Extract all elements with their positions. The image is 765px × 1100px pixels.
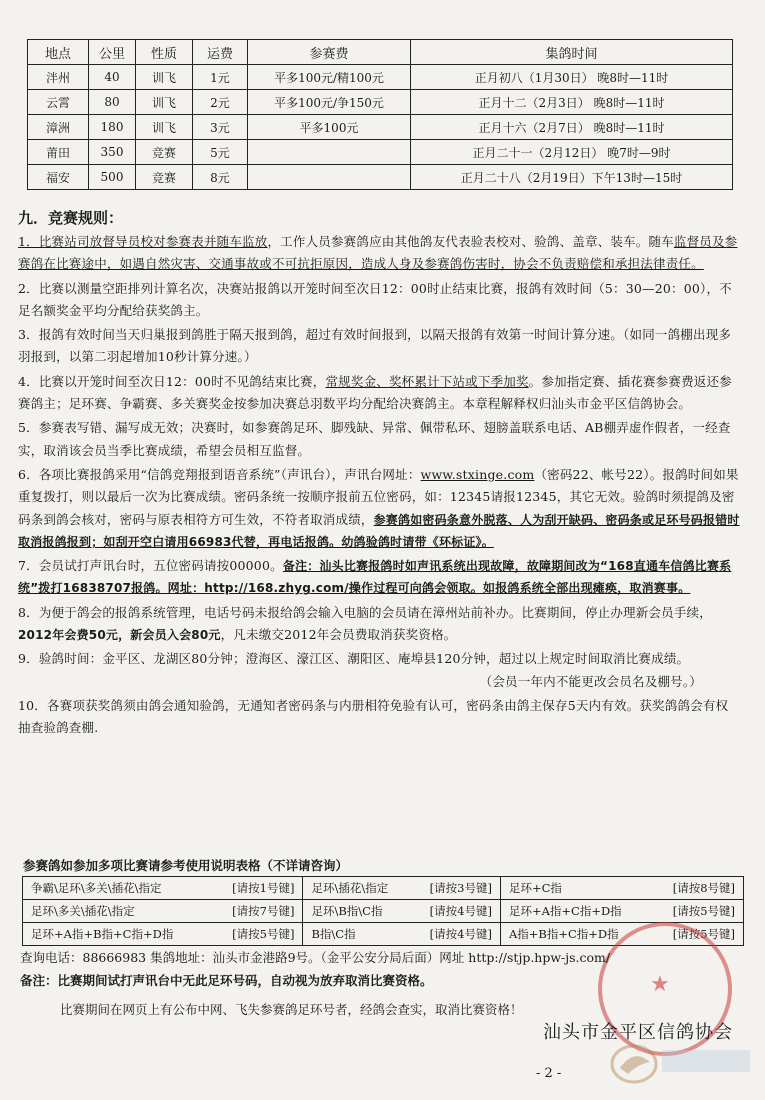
key-instruction: [请按8号键] [672,881,735,895]
key-cell [303,900,500,923]
key-label: 足环\B指\C指 [311,904,383,918]
note-label: 备注： [20,973,58,988]
rule-8-fee: 2012年会费50元，新会员入会80元 [18,628,221,643]
note-text: 比赛期间试打声讯台中无此足环号码，自动视为放弃取消比赛资格。 [57,973,433,988]
key-label: 足环+A指+C指+D指 [508,904,622,918]
cell-km: 40 [89,65,136,90]
contact-line: 查询电话：88666983 集鸽地址：汕头市金港路9号。（金平公安分局后面）网址 http://stjp.hpw-js.com/ [20,950,611,965]
cell-fee: 5元 [193,140,248,165]
rule-4 [18,371,740,416]
rule-8 [18,602,740,647]
cell-time: 正月二十一（2月12日） 晚7时—9时 [411,140,733,165]
cell-time: 正月十六（2月7日） 晚8时—11时 [411,115,733,140]
rule-5: 5．参赛表写错、漏写成无效；决赛时，如参赛鸽足环、脚残缺、异常、佩带私环、翅膀盖联系电话、AB棚弄虚作假者，一经查实，取消该会员当季比赛成绩，希望会员相互监督。 [18,420,731,458]
cell-place: 福安 [28,165,89,190]
rule-7-note: 备注：汕头比赛报鸽时如声讯系统出现故障，故障期间改为“168直通车信鸽比赛系统”拨打16838707报鸽。网址：http://168.zhyg.com/操作过程可向鸽会领取。如报鸽系统全部出现瘫痪，取消赛事。 [18,559,732,596]
table-row [28,115,733,140]
rule-6-url-link[interactable]: www.stxinge.com [420,466,535,482]
rule-1-disclaimer: 监督员及参赛鸽在比赛途中，如遇自然灾害、交通事故或不可抗拒原因，造成人身及参赛鸽伤害时，协会不负责赔偿和承担法律责任。 [18,234,738,272]
key-label: 足环\插花\指定 [311,881,389,895]
cell-type: 竞赛 [136,140,193,165]
table-row [23,877,744,900]
cell-entry: 平多100元 [248,115,411,140]
contact-section [20,946,750,992]
key-cell [303,877,500,900]
key-instruction: [请按3号键] [429,881,492,895]
cell-type: 竞赛 [136,165,193,190]
table-row [28,165,733,190]
cell-entry [248,165,411,190]
cell-type: 训飞 [136,65,193,90]
rule-6-text: 6．各项比赛报鸽采用“信鸽竞翔报到语音系统”（声讯台），声讯台网址： [18,466,421,482]
header-place: 地点 [28,40,89,65]
rule-7-text: 7．会员试打声讯台时，五位密码请按00000。 [18,558,283,574]
key-cell [500,900,743,923]
header-entry: 参赛费 [248,40,411,65]
page-number: - 2 - [536,1066,562,1081]
cell-place: 漳洲 [28,115,89,140]
cell-place: 莆田 [28,140,89,165]
contact-note [20,969,750,992]
key-label: 足环\多关\插花\指定 [31,904,135,918]
cell-time: 正月十二（2月3日） 晚8时—11时 [411,90,733,115]
rule-1-text: ，工作人员参赛鸽应由其他鸽友代表验表校对、验鸽、盖章、装车。随车 [267,234,674,249]
rule-4-rest: 。参加指定赛、插花赛参赛费返还参赛鸽主；足环赛、争霸赛、多关赛奖金按参加决赛总羽数平均分配给决赛鸽主。本章程解释权归汕头市金平区信鸽协会。 [18,373,732,412]
key-instruction: [请按5号键] [672,904,735,918]
key-cell [303,923,500,946]
header-type: 性质 [136,40,193,65]
organization-name: 汕头市金平区信鸽协会 [543,1022,733,1043]
rule-9 [18,648,740,693]
cell-km: 500 [89,165,136,190]
key-cell [500,877,743,900]
final-note: 比赛期间在网页上有公布中网、飞失参赛鸽足环号者，经鸽会查实，取消比赛资格！ [60,1002,523,1017]
key-table-title: 参赛鸽如参加多项比赛请参考使用说明表格（不详请咨询） [23,858,349,873]
key-cell [23,923,303,946]
rule-3: 3．报鸽有效时间当天归巢报到鸽胜于隔天报到鸽，超过有效时间报到，以隔天报鸽有效第一时间计算分速。（如同一鸽棚出现多羽报到，以第二羽起增加10秒计算分速。） [18,327,732,365]
cell-type: 训飞 [136,115,193,140]
cell-km: 180 [89,115,136,140]
key-label: 足环+A指+B指+C指+D指 [31,927,174,941]
rule-10: 10．各赛项获奖鸽须由鸽会通知验鸽，无通知者密码条与内册相符免验有认可，密码条由鸽主保存5天内有效。获奖鸽鸽会有权抽查验鸽查棚. [18,697,729,736]
table-row [28,140,733,165]
table-row [23,900,744,923]
rule-1 [18,231,740,276]
key-instruction: [请按1号键] [232,881,295,895]
cell-fee: 1元 [193,65,248,90]
key-label: B指\C指 [311,927,356,941]
cell-place: 泮州 [28,65,89,90]
key-cell [23,877,303,900]
key-instruction: [请按4号键] [429,927,492,941]
header-fee: 运费 [193,40,248,65]
rule-9-text: 9．验鸽时间：金平区、龙湖区80分钟；澄海区、濠江区、潮阳区、庵埠县120分钟，超过以上规定时间取消比赛成绩。 [18,651,690,667]
key-label: 争霸\足环\多关\插花\指定 [31,881,162,895]
cell-time: 正月二十八（2月19日）下午13时—15时 [411,165,733,190]
key-instruction: [请按4号键] [429,904,492,918]
key-cell [23,900,303,923]
rule-6-warning: 参赛鸽如密码条意外脱落、人为刮开缺码、密码条或足环号码报错时取消报鸽报到；如刮开空白请用66983代替，再电话报鸽。幼鸽验鸽时请带《环标证》。 [18,512,740,549]
seal-star-icon: ★ [650,972,670,997]
cell-entry: 平多100元/争150元 [248,90,411,115]
rule-1-underlined: 1．比赛站司放督导员校对参赛表并随车监放 [18,234,268,249]
table-row [28,65,733,90]
schedule-table [27,39,733,190]
key-instruction: [请按7号键] [232,904,295,918]
rule-2: 2．比赛以测量空距排列计算名次，决赛站报鸽以开笼时间至次日12：00时止结束比赛，报鸽有效时间（5：30—20：00），不足名额奖金平均分配给获奖鸽主。 [18,280,732,318]
rule-9-note: （会员一年内不能更改会员名及棚号。） [479,673,702,689]
header-km: 公里 [89,40,136,65]
rule-7 [18,555,740,600]
cell-km: 350 [89,140,136,165]
cell-type: 训飞 [136,90,193,115]
table-row [28,90,733,115]
rule-4-text: 4．比赛以开笼时间至次日12：00时不见鸽结束比赛， [18,373,326,389]
cell-fee: 2元 [193,90,248,115]
rule-8-rest: ，凡未缴交2012年会员费取消获奖资格。 [220,627,457,643]
watermark-logo-icon [606,1034,756,1090]
cell-fee: 3元 [193,115,248,140]
key-label: 足环+C指 [508,881,562,895]
key-instruction: [请按5号键] [672,927,735,941]
schedule-header-row [28,40,733,65]
rule-6-rest: （密码22、帐号22）。报鸽时间如果重复拨打，则以最后一次为比赛成绩。密码条统一按顺序报前五位密码，如：12345请报12345，其它无效。验鸽时须提鸽及密码条到鸽会核对，密码与原表相符方可生效，不符者取消成绩， [18,466,739,527]
cell-entry [248,140,411,165]
cell-km: 80 [89,90,136,115]
key-label: A指+B指+C指+D指 [508,927,619,941]
cell-fee: 8元 [193,165,248,190]
rules-section [18,207,740,742]
rule-8-text: 8．为便于鸽会的报鸽系统管理，电话号码未报给鸽会输入电脑的会员请在漳州站前补办。比赛期间，停止办理新会员手续， [18,604,712,620]
cell-entry: 平多100元/精100元 [248,65,411,90]
rule-4-underlined: 常规奖金、奖杯累计下站或下季加奖 [325,373,529,389]
header-time: 集鸽时间 [411,40,733,65]
rules-heading: 九．竞赛规则： [18,209,124,227]
cell-time: 正月初八（1月30日） 晚8时—11时 [411,65,733,90]
key-instruction: [请按5号键] [232,927,295,941]
cell-place: 云霄 [28,90,89,115]
rule-6 [18,464,740,553]
